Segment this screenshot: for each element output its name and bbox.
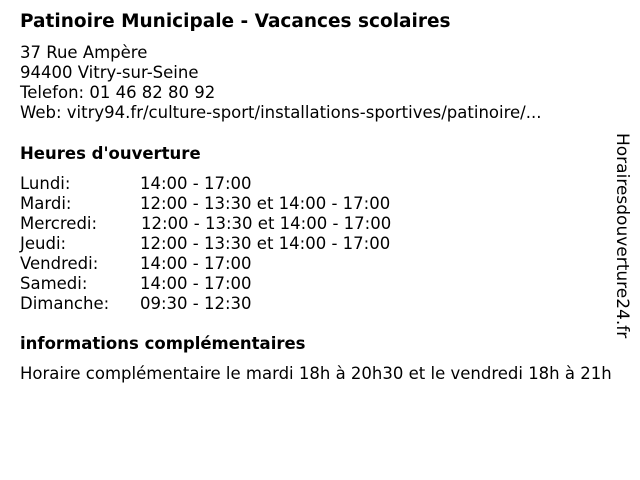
time-value: 14:00 - 17:00	[140, 174, 252, 193]
website-link[interactable]: Web: vitry94.fr/culture-sport/installations-sportives/patinoire/...	[20, 103, 542, 122]
opening-hours-heading: Heures d'ouverture	[20, 144, 201, 163]
page-title: Patinoire Municipale - Vacances scolaires	[20, 11, 451, 32]
day-label: Jeudi:	[20, 234, 67, 253]
day-label: Mercredi:	[20, 214, 98, 233]
additional-info-text: Horaire complémentaire le mardi 18h à 20h30 et le vendredi 18h à 21h	[20, 364, 612, 383]
phone-number: Telefon: 01 46 82 80 92	[20, 83, 216, 102]
city-postal: 94400 Vitry-sur-Seine	[20, 63, 199, 82]
additional-info-heading: informations complémentaires	[20, 334, 306, 353]
day-label: Lundi:	[20, 174, 71, 193]
time-value: 12:00 - 13:30 et 14:00 - 17:00	[140, 194, 391, 213]
street-address: 37 Rue Ampère	[20, 43, 148, 62]
time-value: 09:30 - 12:30	[140, 294, 252, 313]
time-value: 14:00 - 17:00	[140, 254, 252, 273]
day-label: Mardi:	[20, 194, 72, 213]
time-value: 12:00 - 13:30 et 14:00 - 17:00	[140, 234, 391, 253]
day-label: Vendredi:	[20, 254, 99, 273]
time-value: 14:00 - 17:00	[140, 274, 252, 293]
time-value: 12:00 - 13:30 et 14:00 - 17:00	[141, 214, 392, 233]
day-label: Samedi:	[20, 274, 88, 293]
day-label: Dimanche:	[20, 294, 110, 313]
address-block	[20, 43, 541, 123]
site-watermark: Horairesdouverture24.fr	[612, 133, 632, 339]
